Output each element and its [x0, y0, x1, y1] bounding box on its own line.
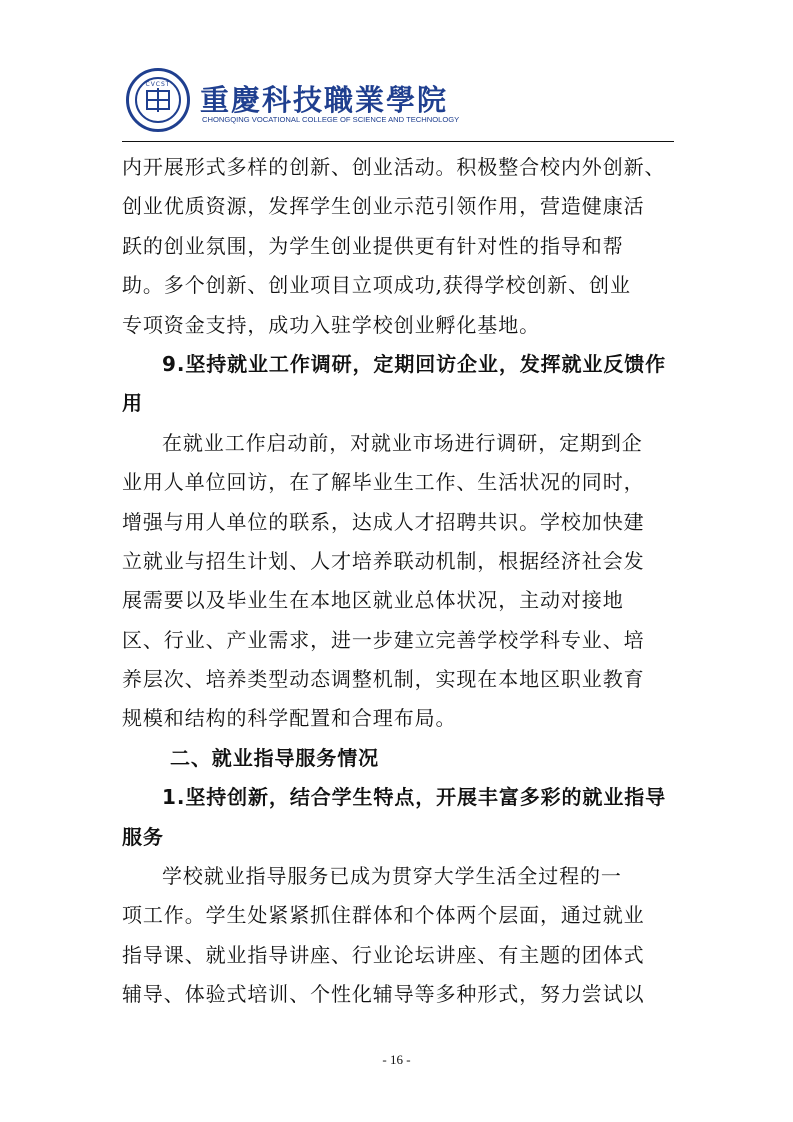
heading-line: 服务	[122, 824, 164, 849]
heading-line: 1.坚持创新，结合学生特点，开展丰富多彩的就业指导	[162, 785, 667, 810]
text-line: 在就业工作启动前，对就业市场进行调研，定期到企	[162, 430, 643, 455]
text-line: 展需要以及毕业生在本地区就业总体状况，主动对接地	[122, 588, 624, 613]
section-heading: 二、就业指导服务情况	[170, 745, 379, 770]
seal-abbr: CVCST	[145, 81, 171, 88]
paragraph-survey	[122, 424, 682, 739]
college-seal-logo	[126, 68, 190, 132]
text-line: 立就业与招生计划、人才培养联动机制，根据经济社会发	[122, 548, 645, 573]
text-line: 增强与用人单位的联系，达成人才招聘共识。学校加快建	[122, 509, 645, 534]
text-line: 指导课、就业指导讲座、行业论坛讲座、有主题的团体式	[122, 942, 645, 967]
college-name-chinese: 重慶科技職業學院	[200, 83, 449, 117]
text-line: 规模和结构的科学配置和合理布局。	[122, 706, 457, 731]
text-line: 内开展形式多样的创新、创业活动。积极整合校内外创新、	[122, 155, 666, 179]
text-line: 创业优质资源，发挥学生创业示范引领作用，营造健康活	[122, 194, 645, 219]
page-number: - 16 -	[382, 1052, 411, 1067]
document-header	[122, 60, 674, 136]
text-line: 助。多个创新、创业项目立项成功,获得学校创新、创业	[122, 273, 631, 298]
paragraph-innovation	[122, 148, 682, 345]
heading-line: 用	[122, 391, 143, 416]
text-line: 业用人单位回访，在了解毕业生工作、生活状况的同时，	[122, 470, 645, 495]
heading-item-1	[122, 778, 682, 857]
text-line: 区、行业、产业需求，进一步建立完善学校学科专业、培	[122, 627, 645, 652]
text-line: 养层次、培养类型动态调整机制，实现在本地区职业教育	[122, 667, 645, 692]
text-line: 跃的创业氛围，为学生创业提供更有针对性的指导和帮	[122, 233, 624, 258]
text-line: 专项资金支持，成功入驻学校创业孵化基地。	[122, 312, 540, 337]
text-line: 学校就业指导服务已成为贯穿大学生活全过程的一	[162, 864, 622, 889]
document-body	[122, 148, 682, 1015]
header-divider	[122, 141, 674, 142]
paragraph-guidance	[122, 857, 682, 1015]
text-line: 辅导、体验式培训、个性化辅导等多种形式，努力尝试以	[122, 982, 645, 1007]
text-line: 项工作。学生处紧紧抓住群体和个体两个层面，通过就业	[122, 903, 645, 928]
college-name-english: CHONGQING VOCATIONAL COLLEGE OF SCIENCE AND TECHNOLOGY	[202, 115, 460, 124]
heading-line: 9.坚持就业工作调研，定期回访企业，发挥就业反馈作	[162, 351, 667, 376]
heading-item-9	[122, 345, 682, 424]
